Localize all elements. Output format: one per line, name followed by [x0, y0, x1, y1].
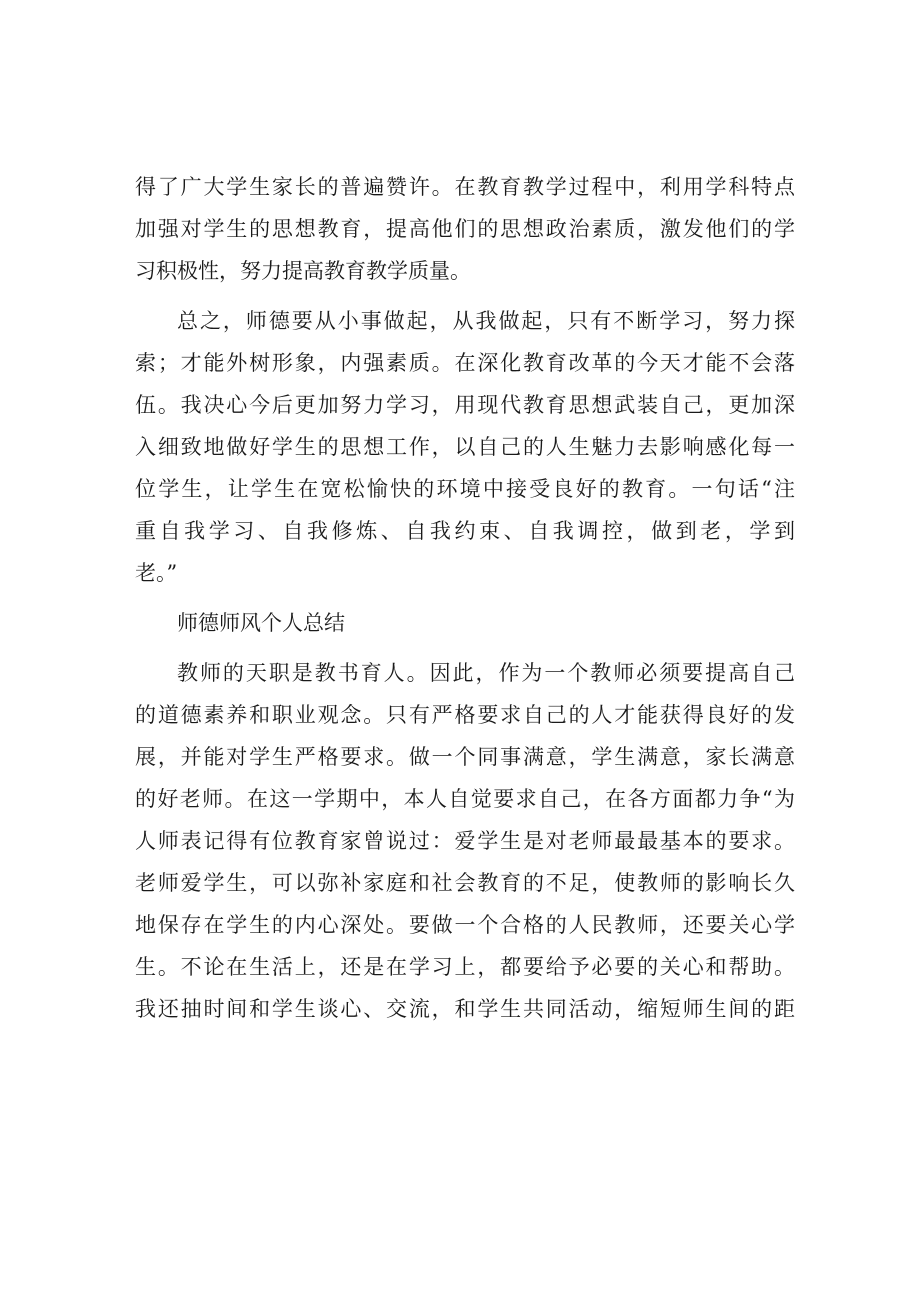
paragraph-line: 教师的天职是教书育人。因此，作为一个教师必须要提高自己	[177, 661, 795, 685]
paragraph-line: 总之，师德要从小事做起，从我做起，只有不断学习，努力探	[177, 309, 795, 333]
paragraph-line: 习积极性，努力提高教育教学质量。	[135, 259, 471, 283]
paragraph-line: 重自我学习、自我修炼、自我约束、自我调控，做到老，学到	[135, 519, 795, 543]
paragraph-line: 老师爱学生，可以弥补家庭和社会教育的不足，使教师的影响长久	[135, 871, 795, 895]
paragraph-line: 我还抽时间和学生谈心、交流，和学生共同活动，缩短师生间的距	[135, 997, 795, 1021]
paragraph-line: 索；才能外树形象，内强素质。在深化教育改革的今天才能不会落	[135, 351, 795, 375]
document-page	[135, 166, 795, 1030]
paragraph-line: 生。不论在生活上，还是在学习上，都要给予必要的关心和帮助。	[135, 955, 795, 979]
paragraph-line: 得了广大学生家长的普遍赞许。在教育教学过程中，利用学科特点	[135, 175, 795, 199]
paragraph-line: 的道德素养和职业观念。只有严格要求自己的人才能获得良好的发	[135, 703, 795, 727]
paragraph-line: 展，并能对学生严格要求。做一个同事满意，学生满意，家长满意	[135, 745, 795, 769]
paragraph-3	[135, 652, 795, 1030]
paragraph-line: 老。”	[135, 561, 178, 585]
paragraph-line: 地保存在学生的内心深处。要做一个合格的人民教师，还要关心学	[135, 913, 795, 937]
paragraph-line: 入细致地做好学生的思想工作，以自己的人生魅力去影响感化每一	[135, 435, 795, 459]
paragraph-line: 位学生，让学生在宽松愉快的环境中接受良好的教育。一句话“注	[135, 477, 795, 501]
paragraph-line: 加强对学生的思想教育，提高他们的思想政治素质，激发他们的学	[135, 217, 795, 241]
section-heading: 师德师风个人总结	[177, 611, 345, 635]
paragraph-2	[135, 300, 795, 594]
paragraph-line: 的好老师。在这一学期中，本人自觉要求自己，在各方面都力争“为	[135, 787, 795, 811]
paragraph-line: 伍。我决心今后更加努力学习，用现代教育思想武装自己，更加深	[135, 393, 795, 417]
paragraph-1	[135, 166, 795, 292]
paragraph-line: 人师表记得有位教育家曾说过：爱学生是对老师最最基本的要求。	[135, 829, 795, 853]
